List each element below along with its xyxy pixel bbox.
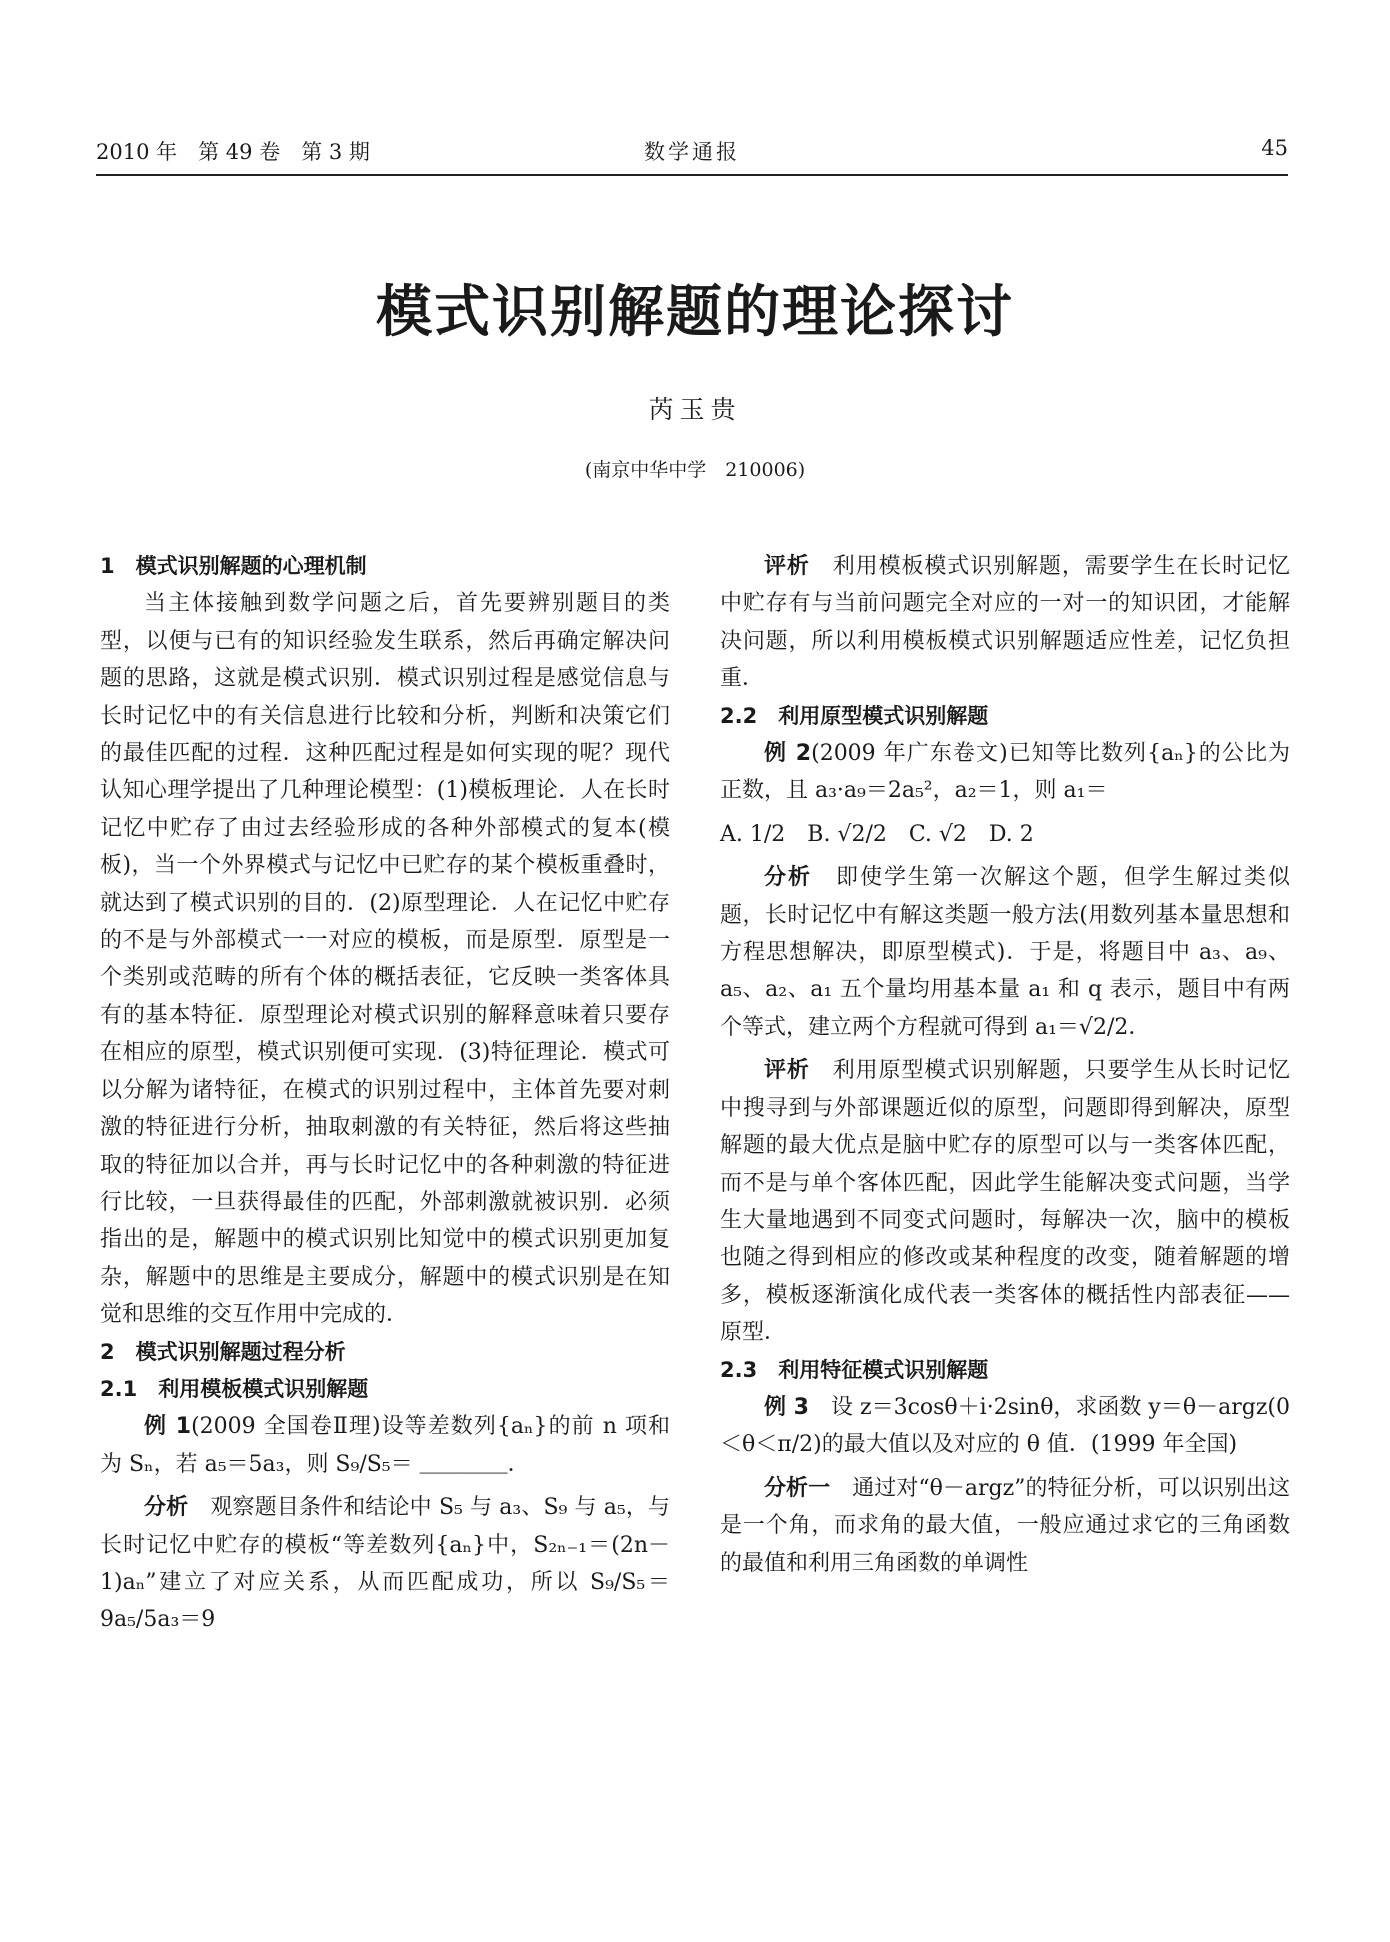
comment-paragraph <box>720 1052 1290 1351</box>
example-text: 设 z＝3cosθ＋i·2sinθ，求函数 y＝θ－argz(0＜θ＜π/2)的最大值以及对应的 θ 值．(1999 年全国) <box>720 1394 1290 1458</box>
subsection-heading: 2.1 利用模板模式识别解题 <box>100 1376 369 1401</box>
example-label: 例 1 <box>144 1414 192 1440</box>
analysis-label: 分析一 <box>764 1475 831 1501</box>
right-column <box>720 548 1290 1582</box>
analysis-text: 观察题目条件和结论中 S₅ 与 a₃、S₉ 与 a₅，与长时记忆中贮存的模板“等差数列{aₙ}中，S₂ₙ₋₁＝(2n－1)aₙ”建立了对应关系，从而匹配成功，所以 S₉/S₅＝9a₅/5a₃＝9 <box>100 1495 670 1633</box>
example-paragraph <box>720 735 1290 810</box>
analysis-paragraph <box>720 859 1290 1046</box>
analysis-label: 分析 <box>764 865 812 891</box>
comment-paragraph <box>720 548 1290 698</box>
article-title: 模式识别解题的理论探讨 <box>376 280 1014 345</box>
section-heading: 1 模式识别解题的心理机制 <box>100 554 367 578</box>
comment-text: 利用原型模式识别解题，只要学生从长时记忆中搜寻到与外部课题近似的原型，问题即得到解决，原型解题的最大优点是脑中贮存的原型可以与一类客体匹配，而不是与单个客体匹配，因此学生能解决变式问题，当学生大量地遇到不同变式问题时，每解决一次，脑中的模板也随之得到相应的修改或某种程度的改变，随着解题的增多，模板逐渐演化成代表一类客体的概括性内部表征——原型． <box>720 1058 1290 1346</box>
example-paragraph <box>100 1408 670 1483</box>
running-header <box>96 128 1288 176</box>
answer-options: A. 1/2 B. √2/2 C. √2 D. 2 <box>720 821 1034 847</box>
page-number: 45 <box>1261 136 1288 160</box>
subsection-heading: 2.2 利用原型模式识别解题 <box>720 703 989 728</box>
analysis-text: 通过对“θ－argz”的特征分析，可以识别出这是一个角，而求角的最大值，一般应通过求它的三角函数的最值和利用三角函数的单调性 <box>720 1475 1290 1576</box>
journal-name: 数学通报 <box>644 140 740 164</box>
comment-text: 利用模板模式识别解题，需要学生在长时记忆中贮存有与当前问题完全对应的一对一的知识团，才能解决问题，所以利用模板模式识别解题适应性差，记忆负担重． <box>720 554 1290 692</box>
left-column <box>100 548 670 1639</box>
analysis-text: 即使学生第一次解这个题，但学生解过类似题，长时记忆中有解这类题一般方法(用数列基本量思想和方程思想解决，即原型模式)．于是，将题目中 a₃、a₉、a₅、a₂、a₁ 五个量均用基本量 a₁ 和 q 表示，题目中有两个等式，建立两个方程就可得到 a₁＝√2/2． <box>720 865 1290 1040</box>
comment-label: 评析 <box>764 1058 810 1084</box>
comment-label: 评析 <box>764 554 810 579</box>
example-label: 例 3 <box>764 1394 809 1420</box>
issue-info: 2010 年 第 49 卷 第 3 期 <box>96 140 370 164</box>
article-author: 芮玉贵 <box>648 395 742 424</box>
author-affiliation: (南京中华中学 210006) <box>584 459 806 481</box>
analysis-paragraph <box>720 1470 1290 1582</box>
example-label: 例 2 <box>764 741 812 767</box>
subsection-heading: 2.3 利用特征模式识别解题 <box>720 1357 989 1382</box>
paragraph: 当主体接触到数学问题之后，首先要辨别题目的类型，以便与已有的知识经验发生联系，然后再确定解决问题的思路，这就是模式识别．模式识别过程是感觉信息与长时记忆中的有关信息进行比较和分析，判断和决策它们的最佳匹配的过程．这种匹配过程是如何实现的呢？现代认知心理学提出了几种理论模型：(1)模板理论．人在长时记忆中贮存了由过去经验形成的各种外部模式的复本(模板)，当一个外界模式与记忆中已贮存的某个模板重叠时，就达到了模式识别的目的．(2)原型理论．人在记忆中贮存的不是与外部模式一一对应的模板，而是原型．原型是一个类别或范畴的所有个体的概括表征，它反映一类客体具有的基本特征．原型理论对模式识别的解释意味着只要存在相应的原型，模式识别便可实现．(3)特征理论．模式可以分解为诸特征，在模式的识别过程中，主体首先要对刺激的特征进行分析，抽取刺激的有关特征，然后将这些抽取的特征加以合并，再与长时记忆中的各种刺激的特征进行比较，一旦获得最佳的匹配，外部刺激就被识别．必须指出的是，解题中的模式识别比知觉中的模式识别更加复杂，解题中的思维是主要成分，解题中的模式识别是在知觉和思维的交互作用中完成的． <box>100 591 670 1328</box>
example-paragraph <box>720 1389 1290 1464</box>
example-text: (2009 年广东卷文)已知等比数列{aₙ}的公比为正数，且 a₃·a₉＝2a₅²，a₂＝1，则 a₁＝ <box>720 741 1291 804</box>
analysis-label: 分析 <box>144 1495 189 1521</box>
section-heading: 2 模式识别解题过程分析 <box>100 1339 346 1364</box>
example-text: (2009 全国卷Ⅱ理)设等差数列{aₙ}的前 n 项和为 Sₙ，若 a₅＝5a₃，则 S₉/S₅＝ ＿＿＿＿． <box>100 1414 671 1477</box>
analysis-paragraph <box>100 1489 670 1639</box>
